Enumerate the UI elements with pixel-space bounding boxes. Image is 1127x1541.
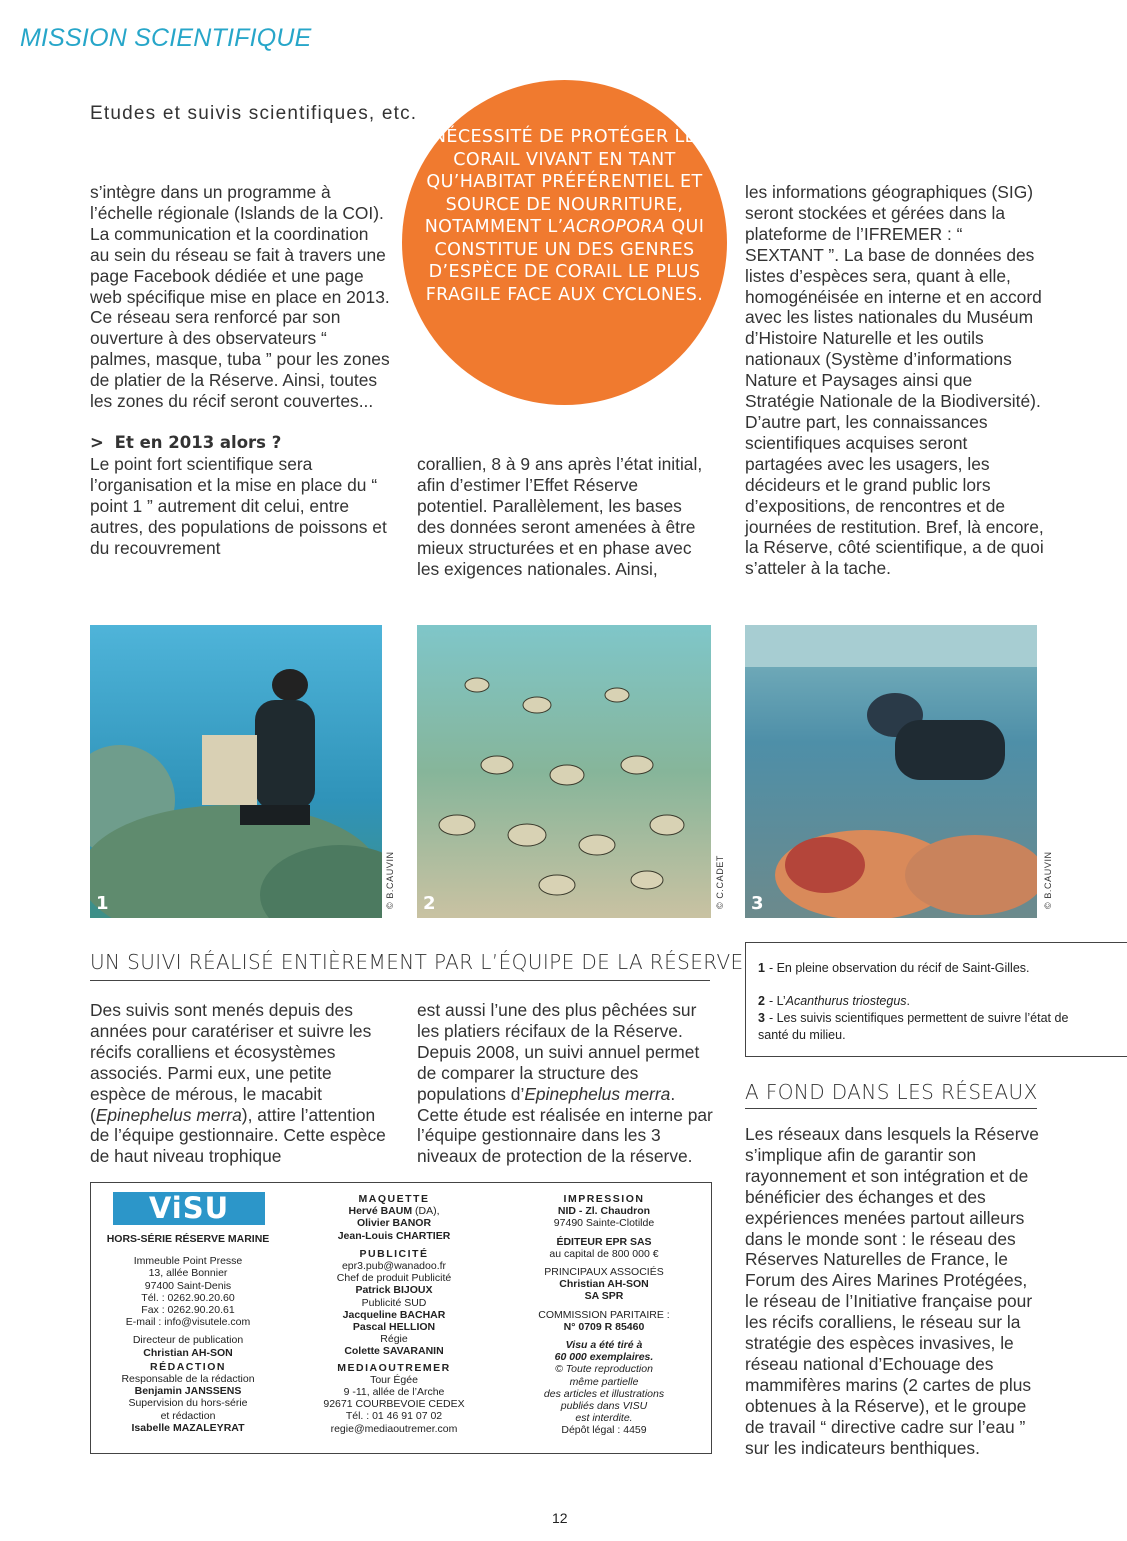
arrow-icon: > — [90, 432, 104, 452]
paragraph: s’intègre dans un programme à l’échelle régionale (Islands de la COI). La communication et la coordination au sein du réseau se fait à travers une page Facebook dédiée et une page web spécifique mise en place en 2013. Ce réseau sera renforcé par son ouverture à des observateurs “ palmes, masque, tuba ” pour les zones de platier de la Réserve. Ainsi, toutes les zones du récif seront couvertes... — [90, 182, 390, 412]
section2-column-1 — [90, 1000, 390, 1167]
maquette-title: MAQUETTE — [358, 1193, 430, 1205]
associates-label: PRINCIPAUX ASSOCIÉS — [544, 1266, 664, 1279]
mediaoutremer-line: Tél. : 01 46 91 07 02 — [345, 1410, 443, 1423]
photo-captions — [745, 942, 1127, 1057]
page-number: 12 — [552, 1510, 568, 1526]
redaction-name: Benjamin JANSSENS — [134, 1385, 242, 1398]
masthead-col-1 — [99, 1233, 277, 1434]
article-subtitle: Etudes et suivis scientifiques, etc. — [90, 103, 418, 124]
photo-credit: © B.CAUVIN — [1043, 851, 1053, 909]
photo-number: 3 — [751, 893, 764, 914]
visu-logo: ViSU — [113, 1192, 265, 1225]
pub-label: Publicité SUD — [361, 1296, 427, 1309]
photo-number: 1 — [96, 893, 109, 914]
pub-label: Régie — [380, 1333, 408, 1346]
pullquote-part: NÉCESSITÉ DE PROTÉGER LE CORAIL VIVANT EN TANT QU’HABITAT PRÉFÉRENTIEL ET SOURCE DE NOURRITURE, NOTAMMENT L’ — [424, 127, 703, 237]
redaction-name: Isabelle MAZALEYRAT — [131, 1421, 245, 1434]
caption-item — [758, 960, 1118, 977]
impression-line: 97490 Sainte-Clotilde — [553, 1217, 655, 1230]
section2-column-2 — [417, 1000, 713, 1167]
column-2 — [417, 454, 713, 579]
pullquote-part: QUI CONSTITUE UN DES GENRES D’ESPÈCE DE CORAIL LE PLUS FRAGILE FACE AUX CYCLONES. — [425, 217, 705, 305]
reproduction-notice: © Toute reproduction — [555, 1363, 653, 1376]
impression-line: NID - Zl. Chaudron — [557, 1205, 651, 1218]
pullquote-circle — [402, 80, 727, 405]
caption-italic: Acanthurus triostegus — [785, 994, 907, 1008]
column-3 — [745, 182, 1045, 579]
maquette-role: (DA), — [412, 1205, 440, 1218]
address-line: 13, allée Bonnier — [148, 1267, 228, 1280]
photo-credit: © C.CADET — [715, 854, 725, 909]
print-run: Visu a été tiré à — [565, 1339, 643, 1352]
diver-image — [90, 625, 382, 918]
photo-fish — [417, 625, 711, 918]
pub-name: Patrick BIJOUX — [355, 1284, 433, 1297]
paragraph: Le point fort scientifique sera l’organisation et la mise en place du “ point 1 ” autrement dit celui, entre autres, des populations de poissons et du recouvrement — [90, 453, 387, 558]
redaction-label: Responsable de la rédaction — [121, 1373, 255, 1386]
print-run: 60 000 exemplaires. — [554, 1351, 654, 1364]
legal-deposit: Dépôt légal : 4459 — [561, 1424, 647, 1437]
photo-number: 2 — [423, 893, 436, 914]
director-label: Directeur de publication — [132, 1334, 244, 1347]
publication-name: HORS-SÉRIE RÉSERVE MARINE — [106, 1233, 270, 1245]
reproduction-notice: est interdite. — [575, 1412, 633, 1425]
heading-rule — [90, 980, 710, 981]
address-line: Immeuble Point Presse — [133, 1255, 243, 1268]
maquette-name: Hervé — [348, 1205, 381, 1218]
photo-diver — [90, 625, 382, 918]
pub-label: Chef de produit Publicité — [336, 1272, 452, 1285]
caption-number: 3 — [758, 1011, 765, 1025]
masthead-col-2 — [299, 1193, 489, 1435]
caption-text: - En pleine observation du récif de Saint-Gilles. — [768, 961, 1030, 975]
paragraph: les informations géographiques (SIG) seront stockées et gérées dans la plateforme de l’IFREMER : “ SEXTANT ”. La base de données des listes d’espèces sera, quant à elle, homogénéisée en interne et en accord avec les listes nationales du Muséum d’Histoire Naturelle et les outils nationaux (Système d’informations Nature et Paysages ainsi que Stratégie Nationale de la Biodiversité). D’autre part, les connaissances scientifiques acquises seront partagées avec les usagers, les décideurs et le grand public lors d’expositions, de rencontres et de journées de restitution. Bref, là encore, la Réserve, côté scientifique, a de quoi s’atteler à la tache. — [745, 182, 1044, 579]
column-1 — [90, 182, 390, 558]
pub-name: Jacqueline BACHAR — [342, 1308, 446, 1321]
address-line: 97400 Saint-Denis — [144, 1279, 232, 1292]
address-line: Tél. : 0262.90.20.60 — [141, 1291, 235, 1304]
maquette-name: Olivier BANOR — [356, 1217, 432, 1230]
masthead — [90, 1182, 712, 1454]
paragraph — [417, 1000, 713, 1167]
text-run: est aussi l’une des plus pêchées sur les platiers récifaux de la Réserve. Depuis 2008, un suivi annuel permet de comparer la structure des populations d’ — [417, 1000, 700, 1104]
caption-text: . — [906, 994, 911, 1008]
pub-name: Colette SAVARANIN — [344, 1345, 444, 1358]
text-run: ), attire l’attention de l’équipe gestionnaire. Cette espèce de haut niveau trophique — [90, 1104, 386, 1167]
subheading-text: Et en 2013 alors ? — [114, 432, 282, 452]
pub-title: PUBLICITÉ — [359, 1247, 429, 1260]
reproduction-notice: publiés dans VISU — [560, 1400, 648, 1413]
caption-text: - L’ — [768, 994, 786, 1008]
masthead-col-3 — [509, 1193, 699, 1437]
commission-label: COMMISSION PARITAIRE : — [538, 1308, 670, 1321]
photo-credit: © B.CAUVIN — [385, 851, 395, 909]
redaction-label: Supervision du hors-série — [128, 1397, 248, 1410]
mediaoutremer-line: 9 -11, allée de l’Arche — [343, 1386, 445, 1399]
section-heading: A FOND DANS LES RÉSEAUX — [745, 1080, 1038, 1104]
paragraph: Les réseaux dans lesquels la Réserve s’implique afin de garantir son rayonnement et son intégration et de bénéficier des échanges et des expériences menées partout ailleurs dans le monde sont : le réseau des Réserves Naturelles de France, le Forum des Aires Marines Protégées, le réseau de l’Initiative française pour les récifs coralliens, le réseau sur la stratégie des espèces invasives, le réseau national d’Echouage des mammifères marins (2 cartes de plus obtenues à la Réserve), et le groupe de travail “ directive cadre sur l’eau ” sur les indicateurs benthiques. — [745, 1124, 1039, 1458]
mediaoutremer-line: 92671 COURBEVOIE CEDEX — [323, 1398, 465, 1411]
paragraph — [90, 1000, 390, 1167]
caption-text: - Les suivis scientifiques permettent de suivre l’état de santé du milieu. — [758, 1011, 1069, 1042]
redaction-label: et rédaction — [160, 1409, 216, 1422]
caption-number: 1 — [758, 961, 765, 975]
mediaoutremer-title: MEDIAOUTREMER — [337, 1361, 451, 1374]
pub-email: epr3.pub@wanadoo.fr — [341, 1260, 447, 1273]
maquette-name: BAUM — [380, 1205, 413, 1218]
pullquote-text — [402, 126, 727, 306]
subheading — [90, 432, 390, 454]
associate-name: SA SPR — [584, 1290, 624, 1303]
section-heading: UN SUIVI RÉALISÉ ENTIÈREMENT PAR L’ÉQUIPE DE LA RÉSERVE — [90, 950, 744, 974]
mediaoutremer-line: Tour Égée — [370, 1373, 418, 1386]
caption-number: 2 — [758, 994, 765, 1008]
director-name: Christian AH-SON — [143, 1346, 233, 1359]
address-line: Fax : 0262.90.20.61 — [141, 1304, 235, 1317]
impression-title: IMPRESSION — [563, 1193, 645, 1205]
section-title: MISSION SCIENTIFIQUE — [20, 24, 312, 52]
redaction-title: RÉDACTION — [150, 1360, 226, 1373]
heading-rule — [745, 1108, 1037, 1109]
associate-name: Christian AH-SON — [559, 1278, 649, 1291]
text-italic: Epinephelus merra — [524, 1083, 671, 1104]
paragraph: corallien, 8 à 9 ans après l’état initial, afin d’estimer l’Effet Réserve potentiel. Parallèlement, les bases des données seront amenées à être mieux structurées et en phase avec les exigences nationales. Ainsi, — [417, 454, 703, 579]
snorkeler-image — [745, 625, 1037, 918]
text-italic: Epinephelus merra — [95, 1104, 242, 1125]
mediaoutremer-line: regie@mediaoutremer.com — [330, 1422, 458, 1435]
photo-snorkeler — [745, 625, 1037, 918]
caption-item — [758, 1010, 1098, 1043]
fish-school-image — [417, 625, 711, 918]
caption-item — [758, 993, 1118, 1010]
maquette-name: Jean-Louis CHARTIER — [337, 1229, 451, 1242]
pub-name: Pascal HELLION — [352, 1321, 436, 1334]
text-run: . Cette étude est réalisée en interne par l’équipe gestionnaire dans les 3 niveaux de protection de la réserve. — [417, 1083, 713, 1167]
reproduction-notice: même partielle — [569, 1375, 639, 1388]
text-run: Des suivis sont menés depuis des années pour caratériser et suivre les récifs coralliens et écosystèmes associés. Parmi eux, une petite espèce de mérous, le macabit ( — [90, 1000, 372, 1125]
editor-line: au capital de 800 000 € — [549, 1247, 659, 1260]
reproduction-notice: des articles et illustrations — [543, 1387, 665, 1400]
pullquote-italic: ACROPORA — [563, 217, 666, 237]
editor-line: ÉDITEUR EPR SAS — [556, 1235, 652, 1248]
address-line: E-mail : info@visutele.com — [125, 1316, 251, 1329]
section3-column — [745, 1124, 1045, 1459]
commission-number: N° 0709 R 85460 — [563, 1320, 645, 1333]
